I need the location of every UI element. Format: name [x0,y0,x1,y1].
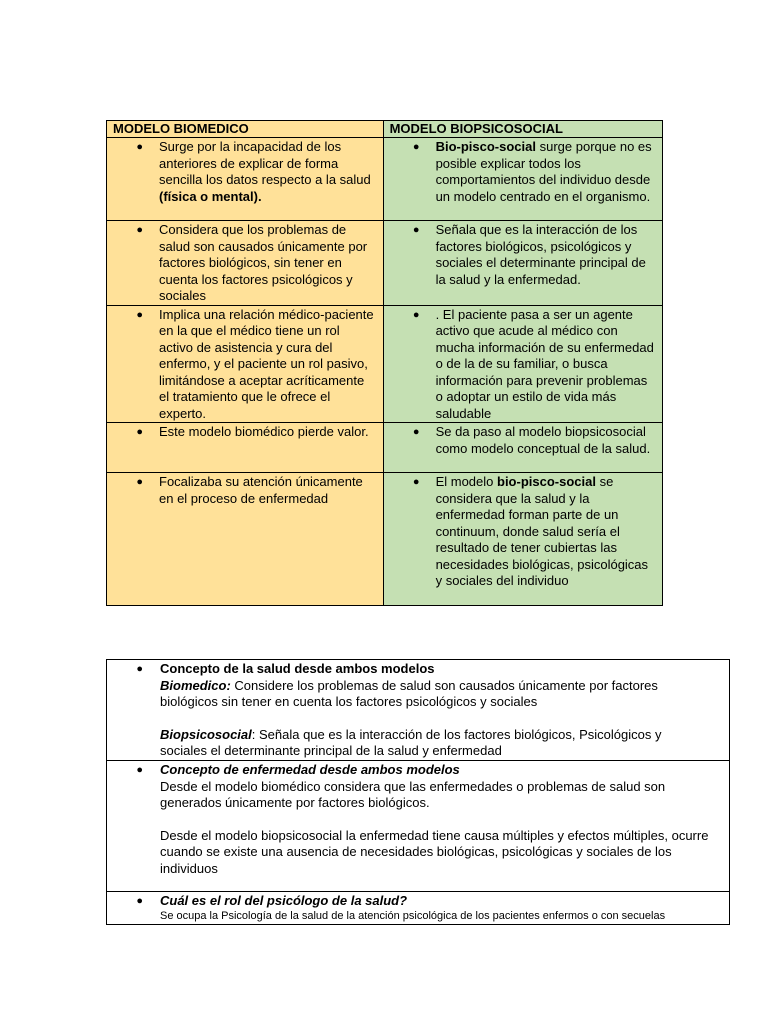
cell-text: Este modelo biomédico pierde valor. [159,424,369,439]
table-row [107,660,730,761]
table-row [107,892,730,925]
bullet-icon: ● [412,426,420,438]
psychologist-role-text: Se ocupa la Psicología de la salud de la atención psicológica de los pacientes enfermos o con secuelas [160,909,666,922]
concept-disease-biopsicosocial: Desde el modelo biopsicosocial la enfermedad tiene causa múltiples y efectos múltiples, ocurre cuando se existe una ausencia de necesidades biológicas, psicológicas y sociales de los individuos [160,827,709,876]
bullet-icon: ● [136,308,143,321]
cell-text: Se da paso al modelo biopsicosocial como modelo conceptual de la salud. [435,424,651,456]
concept-health-cell [107,660,730,761]
cell-biopsicosocial [383,473,662,606]
cell-biomedico [107,221,384,306]
table-row [107,473,663,606]
cell-biomedico [107,305,384,423]
bullet-icon: ● [136,895,143,907]
concept-disease-cell [107,761,730,892]
cell-text: Surge por la incapacidad de los anteriores de explicar de forma sencilla los datos respecto a la salud (física o mental). [159,139,371,204]
concept-disease-biomedico: Desde el modelo biomédico considera que las enfermedades o problemas de salud son generados únicamente por factores biológicos. [160,778,666,810]
concept-health-biopsicosocial: Biopsicosocial: Señala que es la interacción de los factores biológicos, Psicológicos y sociales el determinante principal de la salud y enfermedad [160,726,662,758]
cell-text: Implica una relación médico-paciente en la que el médico tiene un rol activo de asistencia y cura del enfermo, y el paciente un rol pasivo, limitándose a aceptar acríticamente el tratamiento que le ofrece el experto. [159,306,374,421]
cell-biopsicosocial [383,305,662,423]
bullet-icon: ● [412,476,420,488]
cell-text: El modelo bio-pisco-social se considera que la salud y la enfermedad forman parte de un continuum, donde salud sería el resultado de tener cubiertas las necesidades biológicas, psicológicas y sociales del individuo [435,474,649,588]
cell-biomedico [107,473,384,606]
cell-biomedico [107,423,384,473]
psychologist-role-cell [107,892,730,925]
header-biopsicosocial: MODELO BIOPSICOSOCIAL [383,121,662,138]
cell-biopsicosocial [383,138,662,221]
psychologist-role-title: Cuál es el rol del psicólogo de la salud? [160,893,408,908]
cell-text: . El paciente pasa a ser un agente activo que acude al médico con mucha información de su enfermedad o de la de su familiar, o busca información para prevenir problemas o adoptar un estilo de vida más saludable [435,306,654,421]
bullet-icon: ● [412,141,420,153]
bullet-icon: ● [412,224,420,236]
bullet-icon: ● [136,764,143,776]
bullet-icon: ● [136,426,143,438]
table-row [107,423,663,473]
cell-biopsicosocial [383,423,662,473]
cell-text: Focalizaba su atención únicamente en el proceso de enfermedad [159,474,363,506]
cell-text: Bio-pisco-social surge porque no es posible explicar todos los comportamientos del individuo desde un modelo centrado en el organismo. [435,139,652,204]
table-row [107,221,663,306]
cell-biomedico [107,138,384,221]
table-row [107,138,663,221]
cell-text: Señala que es la interacción de los factores biológicos, psicológicos y sociales el determinante principal de la salud y la enfermedad. [435,222,646,287]
bullet-icon: ● [412,308,420,321]
header-row [107,121,663,138]
comparison-table [106,120,663,606]
table-row [107,761,730,892]
concept-health-biomedico: Biomedico: Considere los problemas de salud son causados únicamente por factores biológicos sin tener en cuenta los factores psicológicos y sociales [160,677,658,709]
bullet-icon: ● [136,141,143,153]
cell-biopsicosocial [383,221,662,306]
header-biomedico: MODELO BIOMEDICO [107,121,384,138]
cell-text: Considera que los problemas de salud son causados únicamente por factores biológicos, sin tener en cuenta los factores psicológicos y sociales [159,222,368,303]
concepts-table [106,659,730,925]
concept-disease-title: Concepto de enfermedad desde ambos modelos [160,762,460,777]
concept-health-title: Concepto de la salud desde ambos modelos [160,661,435,676]
table-row [107,305,663,423]
bullet-icon: ● [136,663,143,675]
bullet-icon: ● [136,224,143,236]
bullet-icon: ● [136,476,143,488]
